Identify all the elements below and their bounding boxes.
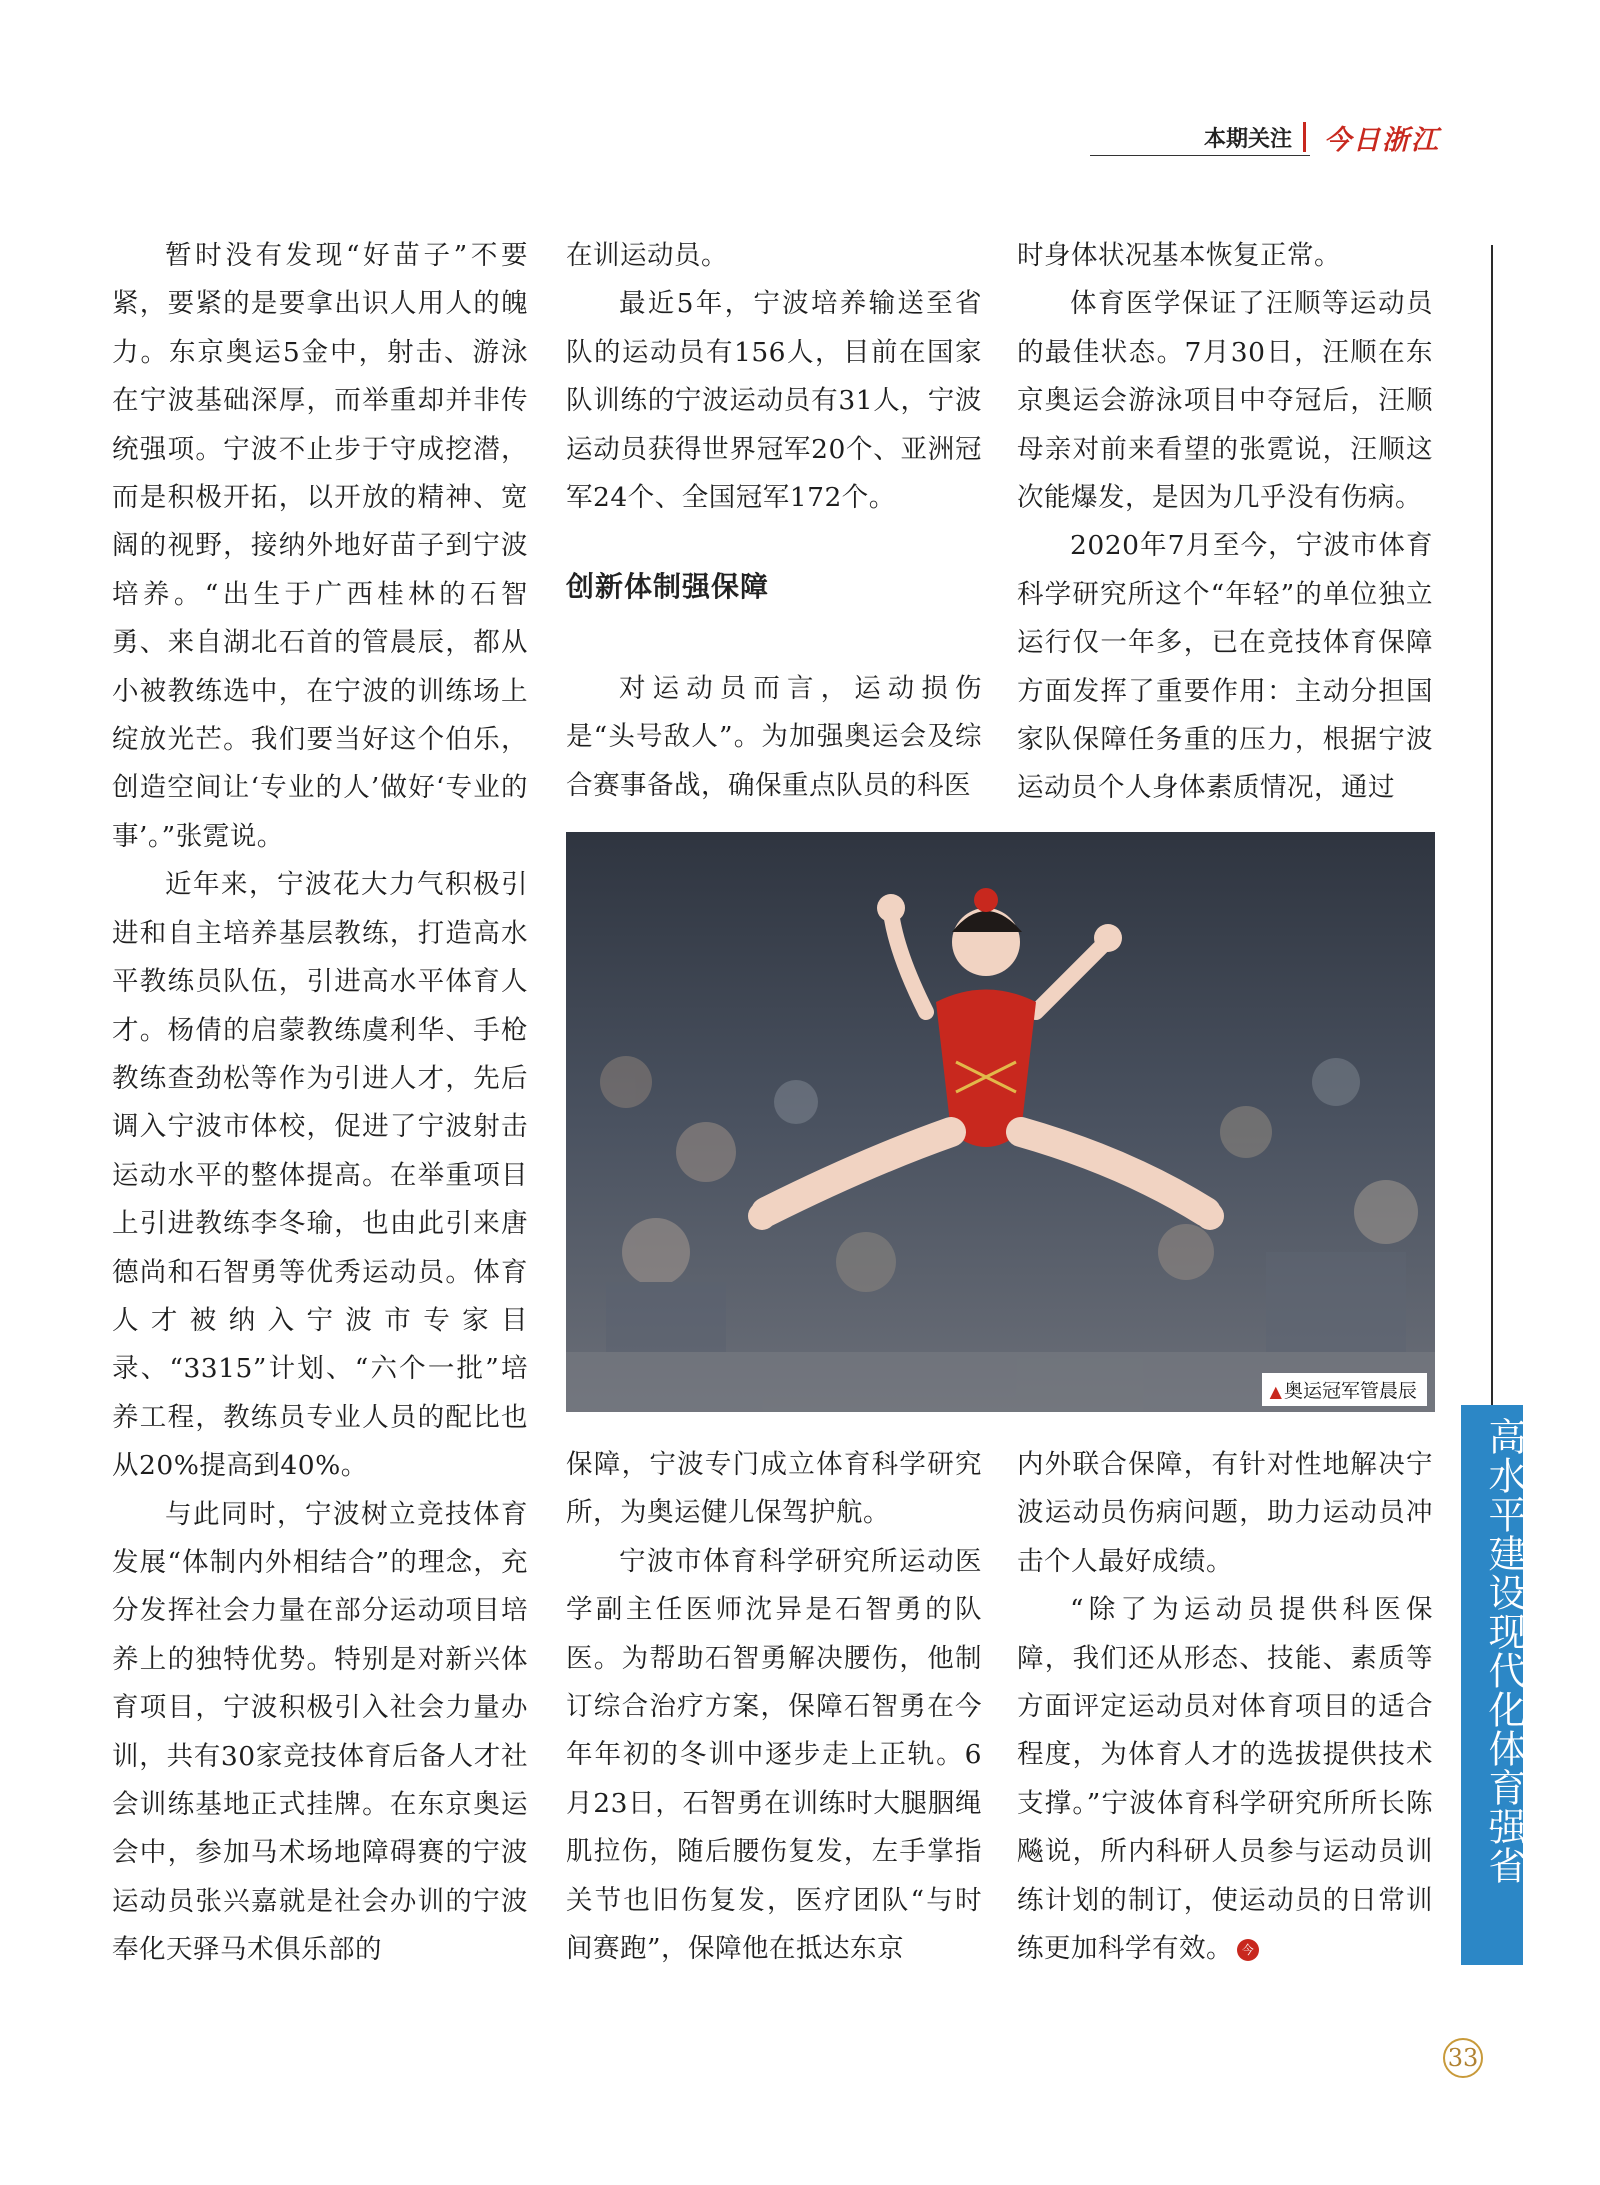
paragraph: 与此同时，宁波树立竞技体育发展“体制内外相结合”的理念，充分发挥社会力量在部分运动项目培养上的独特优势。特别是对新兴体育项目，宁波积极引入社会力量办训，共有30家竞技体育后备人才社会训练基地正式挂牌。在东京奥运会中，参加马术场地障碍赛的宁波运动员张兴嘉就是社会办训的宁波奉化天驿马术俱乐部的	[112, 1498, 528, 1966]
column-2-top	[566, 232, 982, 522]
paragraph: 体育医学保证了汪顺等运动员的最佳状态。7月30日，汪顺在东京奥运会游泳项目中夺冠后，汪顺母亲对前来看望的张霓说，汪顺这次能爆发，是因为几乎没有伤病。	[1017, 288, 1433, 514]
paragraph: 暂时没有发现“好苗子”不要紧，要紧的是要拿出识人用人的魄力。东京奥运5金中，射击、游泳在宁波基础深厚，而举重却并非传统强项。宁波不止步于守成挖潜，而是积极开拓，以开放的精神、宽阔的视野，接纳外地好苗子到宁波培养。“出生于广西桂林的石智勇、来自湖北石首的管晨辰，都从小被教练选中，在宁波的训练场上绽放光芒。我们要当好这个伯乐，创造空间让‘专业的人’做好‘专业的事’。”张霓说。	[112, 240, 528, 852]
section-subheading: 创新体制强保障	[566, 570, 770, 603]
caption-triangle-icon: ▲	[1269, 1382, 1282, 1401]
column-3-top	[1017, 232, 1433, 813]
photo-caption	[1262, 1373, 1427, 1406]
paragraph-text: “除了为运动员提供科医保障，我们还从形态、技能、素质等方面评定运动员对体育项目的适合程度，为体育人才的选拔提供技术支撑。”宁波体育科学研究所所长陈飚说，所内科研人员参与运动员训练计划的制订，使运动员的日常训练更加科学有效。	[1017, 1594, 1433, 1965]
gymnast-illustration	[566, 832, 1435, 1412]
sidebar-rule	[1491, 245, 1493, 1405]
header-rule	[1090, 155, 1310, 156]
paragraph: 宁波市体育科学研究所运动医学副主任医师沈异是石智勇的队医。为帮助石智勇解决腰伤，他制订综合治疗方案，保障石智勇在今年年初的冬训中逐步走上正轨。6月23日，石智勇在训练时大腿胭绳肌拉伤，随后腰伤复发，左手掌指关节也旧伤复发，医疗团队“与时间赛跑”，保障他在抵达东京	[566, 1545, 982, 1965]
section-label: 本期关注	[1203, 127, 1292, 152]
paragraph-continued: 时身体状况基本恢复正常。	[1017, 240, 1341, 271]
gymnast-photo	[566, 832, 1435, 1412]
end-mark-icon: 今	[1237, 1939, 1259, 1961]
column-2-bottom	[566, 1441, 982, 1973]
paragraph	[1017, 1586, 1433, 1973]
paragraph-continued: 内外联合保障，有针对性地解决宁波运动员伤病问题，助力运动员冲击个人最好成绩。	[1017, 1449, 1433, 1577]
header-divider	[1303, 122, 1306, 152]
magazine-logo: 今日浙江	[1324, 125, 1440, 156]
page-number: 33	[1443, 2038, 1483, 2078]
page-header	[1090, 118, 1440, 158]
column-3-bottom	[1017, 1441, 1433, 1973]
column-1	[112, 232, 528, 1975]
paragraph-continued: 在训运动员。	[566, 240, 728, 271]
paragraph: 2020年7月至今，宁波市体育科学研究所这个“年轻”的单位独立运行仅一年多，已在竞技体育保障方面发挥了重要作用：主动分担国家队保障任务重的压力，根据宁波运动员个人身体素质情况，通过	[1017, 530, 1433, 804]
paragraph: 近年来，宁波花大力气积极引进和自主培养基层教练，打造高水平教练员队伍，引进高水平体育人才。杨倩的启蒙教练虞利华、手枪教练查劲松等作为引进人才，先后调入宁波市体校，促进了宁波射击运动水平的整体提高。在举重项目上引进教练李冬瑜，也由此引来唐德尚和石智勇等优秀运动员。体育人才被纳入宁波市专家目录、“3315”计划、“六个一批”培养工程，教练员专业人员的配比也从20%提高到40%。	[112, 869, 528, 1482]
sidebar-title: 高水平建设现代化体育强省	[1482, 1417, 1526, 1885]
sidebar-band	[1461, 1405, 1526, 1965]
caption-text: 奥运冠军管晨辰	[1283, 1380, 1417, 1402]
paragraph: 最近5年，宁波培养输送至省队的运动员有156人，目前在国家队训练的宁波运动员有31人，宁波运动员获得世界冠军20个、亚洲冠军24个、全国冠军172个。	[566, 288, 982, 514]
paragraph: 对运动员而言，运动损伤是“头号敌人”。为加强奥运会及综合赛事备战，确保重点队员的科医	[566, 673, 982, 801]
paragraph-continued: 保障，宁波专门成立体育科学研究所，为奥运健儿保驾护航。	[566, 1449, 982, 1529]
column-2-middle	[566, 665, 982, 810]
